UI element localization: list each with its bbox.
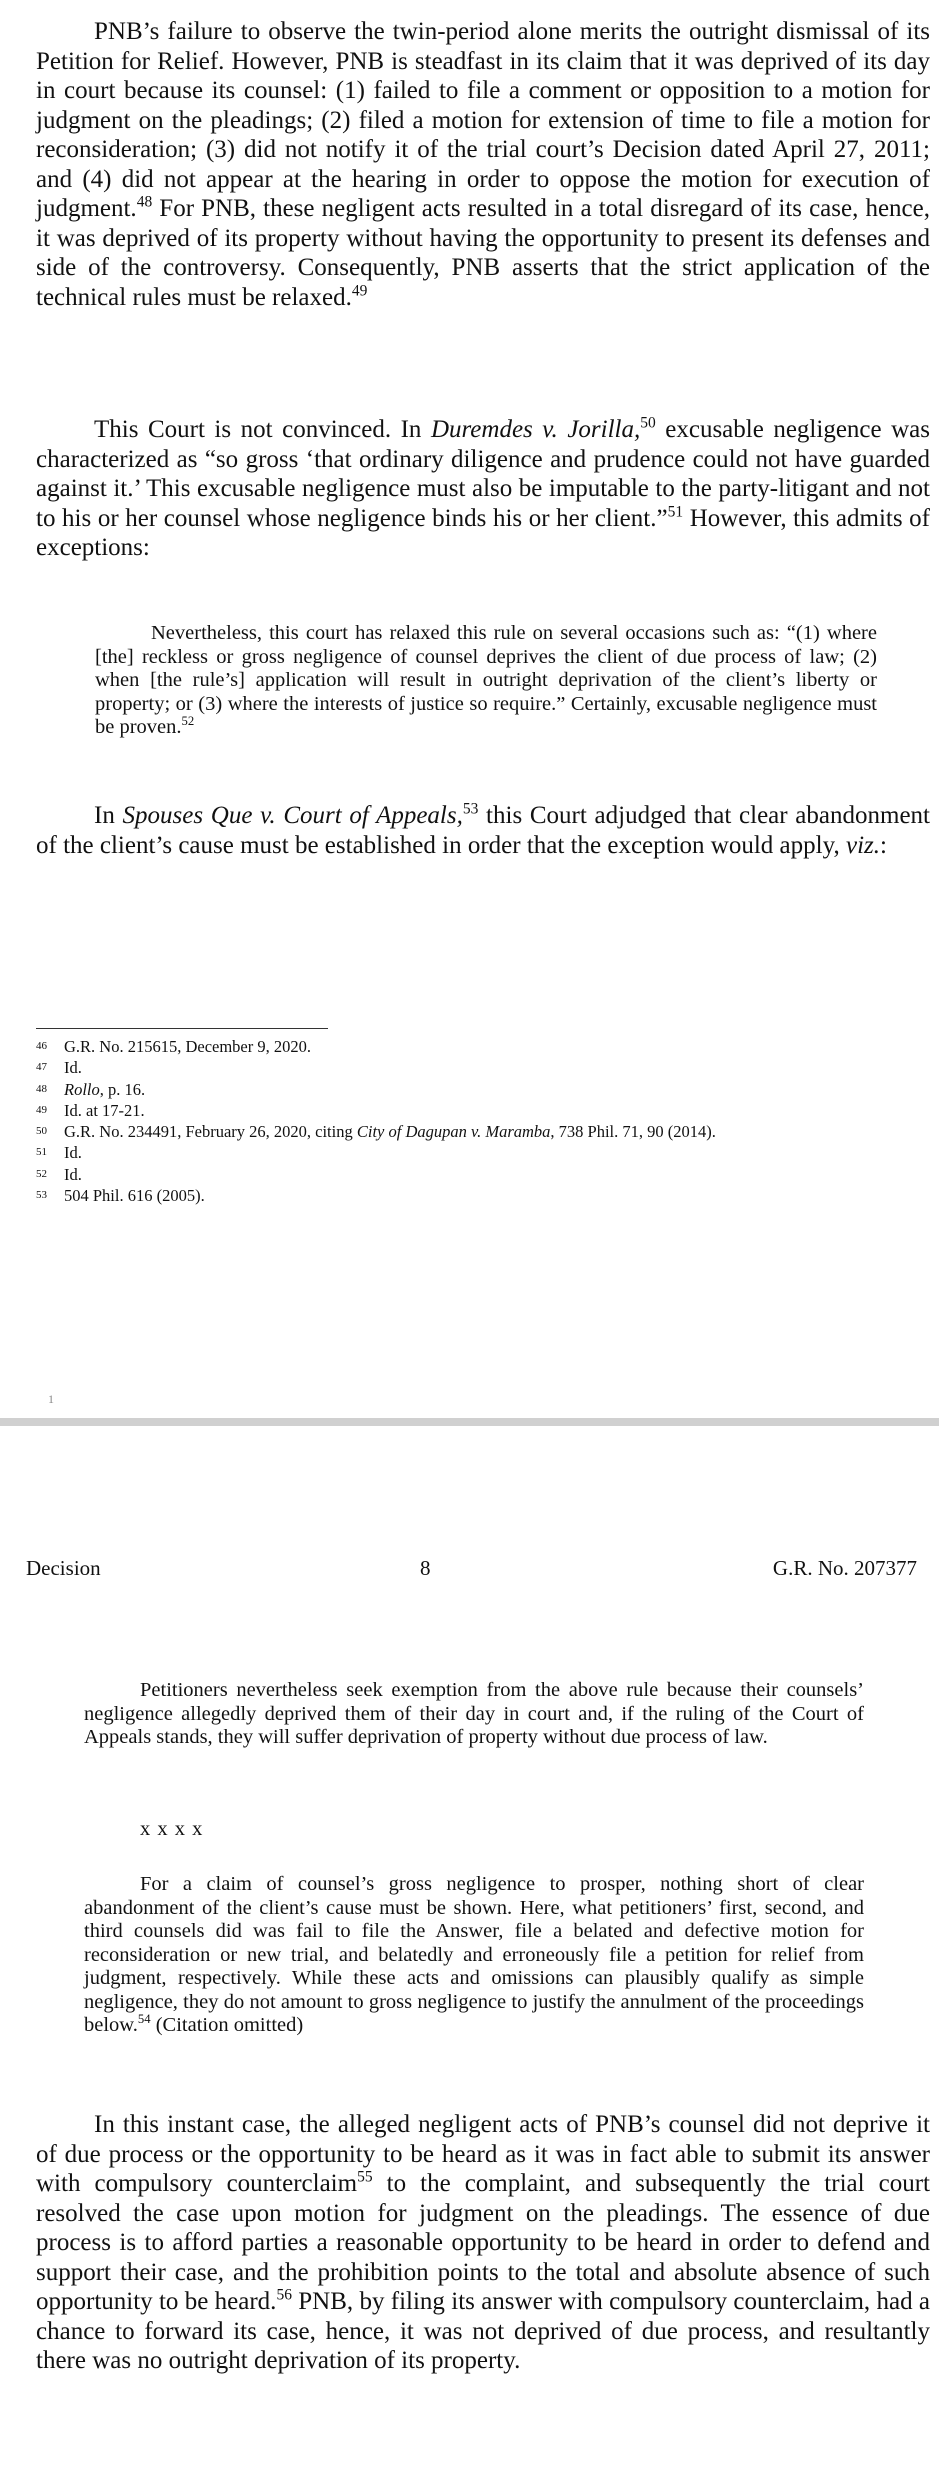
footnote-ref-50: 50 [640,414,656,432]
case-name: Spouses Que v. Court of Appeals, [122,802,463,829]
footnote-divider [36,1028,328,1029]
case-name: Duremdes v. Jorilla, [430,416,641,443]
block-quote-gross-negligence: For a claim of counsel’s gross negligence to prosper, nothing short of clear abandonment of the client’s cause must be shown. Here, what petitioners’ first, second, and third counsels did was fail to file the Answer, file a belated and defective motion for reconsideration or new trial, and belatedly and erroneously file a petition for relief from judgment, respectively. While these acts and omissions can plausibly qualify as simple negligence, they do not amount to gross negligence to justify the annulment of the proceedings below.$^{54}$ (Citation omitted) [84,1873,864,2036]
footnote-ref-55: 55 [357,2168,373,2186]
footnote-ref-56: 56 [276,2286,292,2304]
header-decision: Decision [26,1556,101,1580]
page-mark: 1 [48,1392,54,1406]
paragraph-instant-case: In this instant case, the alleged negligent acts of PNB’s counsel did not deprive it of due process or the opportunity to be heard as it was in fact able to submit its answer with compulsory counterclaim$^{55}$ to the complaint, and subsequently the trial court resolved the case upon motion for judgment on the pleadings. The essence of due process is to afford parties a reasonable opportunity to be heard in order to defend and support their case, and the prohibition points to the total and absolute absence of such opportunity to be heard.$^{56}$ PNB, by filing its answer with compulsory counterclaim, had a chance to forward its case, hence, it was not deprived of due process, and resultantly there was no outright deprivation of its property. [36,2111,931,2374]
footnote-ref-54: 54 [137,2012,151,2027]
footnote-51: 51 Id. [36,1143,82,1163]
header-case-number: G.R. No. 207377 [772,1556,917,1580]
paragraph-spouses-que: In Spouses Que v. Court of Appeals,$^{53}$ this Court adjudged that clear abandonment of the client’s cause must be established in order that the exception would apply, viz.: [36,800,930,859]
footnote-52: 52 Id. [36,1164,82,1184]
footnote-49: 49 Id. at 17-21. [36,1100,145,1120]
footnote-ref-51: 51 [667,503,684,521]
footnote-53: 53 504 Phil. 616 (2005). [36,1186,205,1206]
page-separator [0,1418,939,1426]
footnote-ref-52: 52 [181,714,195,729]
footnote-ref-49: 49 [351,282,368,300]
ellipsis-marker: x x x x [140,1818,204,1840]
footnote-48: 48 Rollo, p. 16. [36,1079,146,1099]
footnote-ref-53: 53 [462,800,479,818]
header-page-number: 8 [420,1556,431,1580]
footnotes [36,1036,916,1206]
paragraph-court-not-convinced: This Court is not convinced. In Duremdes v. Jorilla,$^{50}$ excusable negligence was characterized as “so gross ‘that ordinary diligence and prudence could not have guarded against it.’ This excusable negligence must also be imputable to the party-litigant and not to his or her counsel whose negligence binds his or her client.”$^{51}$ However, this admits of exceptions: [36,414,931,561]
paragraph-pnb-failure: PNB’s failure to observe the twin-period alone merits the outright dismissal of its Petition for Relief. However, PNB is steadfast in its claim that it was deprived of its day in court because its counsel: (1) failed to file a comment or opposition to a motion for judgment on the pleadings; (2) filed a motion for extension of time to file a motion for reconsideration; (3) did not notify it of the trial court’s Decision dated April 27, 2011; and (4) did not appear at the hearing in order to oppose the motion for execution of judgment.$^{48}$ For PNB, these negligent acts resulted in a total disregard of its case, hence, it was deprived of its property without having the opportunity to present its defenses and side of the controversy. Consequently, PNB asserts that the strict application of the technical rules must be relaxed.$^{49}$ [36,18,930,311]
footnote-50: 50 G.R. No. 234491, February 26, 2020, citing City of Dagupan v. Maramba, 738 Phil. 71, 90 (2014). [36,1122,716,1142]
block-quote-petitioners: Petitioners nevertheless seek exemption from the above rule because their counsels’ negligence allegedly deprived them of their day in court and, if the ruling of the Court of Appeals stands, they will suffer deprivation of property without due process of law. [84,1679,864,1748]
footnote-ref-48: 48 [136,193,153,211]
footnote-46: 46 G.R. No. 215615, December 9, 2020. [36,1037,312,1056]
block-quote-exceptions: Nevertheless, this court has relaxed this rule on several occasions such as: “(1) where [the] reckless or gross negligence of counsel deprives the client of due process of law; (2) when [the rule’s] application will result in outright deprivation of the client’s liberty or property; or (3) where the interests of justice so require.” Certainly, excusable negligence must be proven.$^{52}$ [95,622,877,738]
footnote-47: 47 Id. [36,1058,82,1078]
